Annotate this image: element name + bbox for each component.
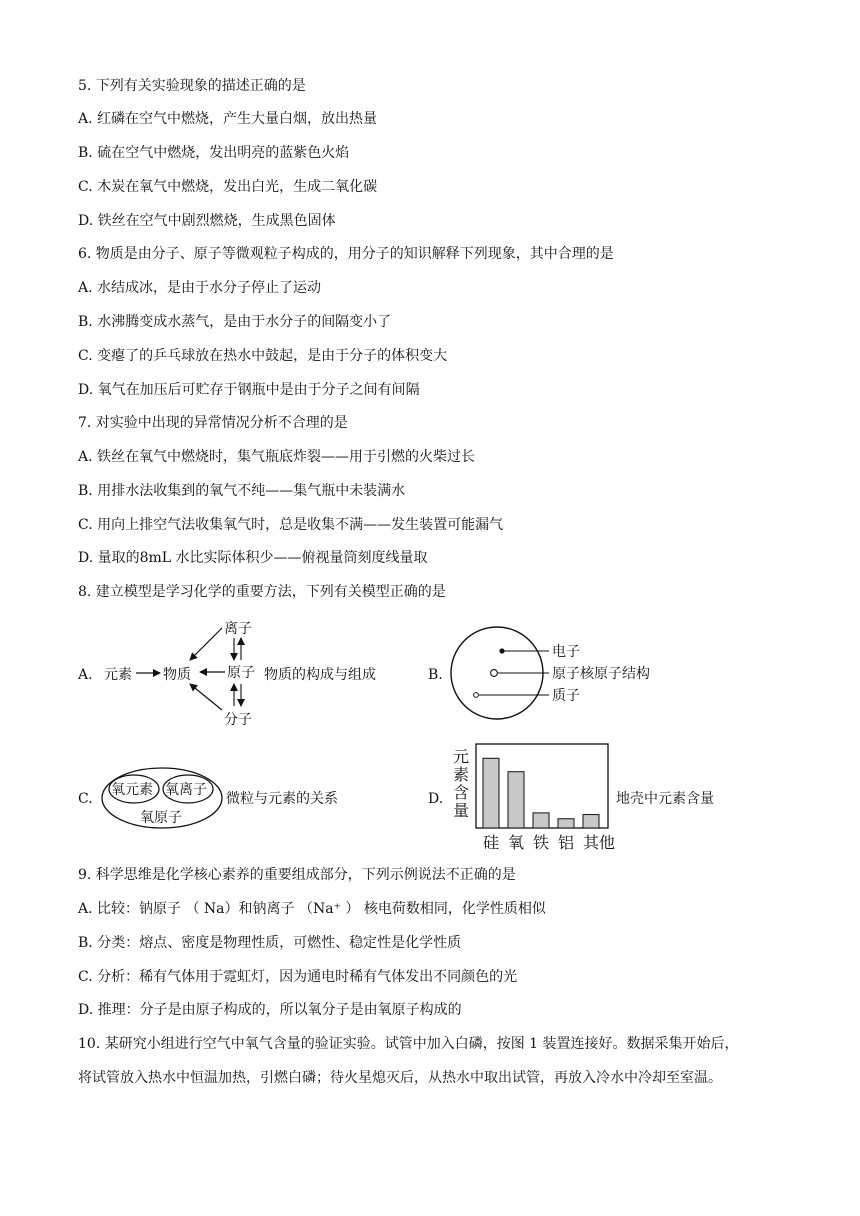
option-a-caption: 物质的构成与组成 bbox=[264, 667, 376, 683]
q8-stem: 8. 建立模型是学习化学的重要方法，下列有关模型正确的是 bbox=[78, 584, 446, 600]
q5-stem: 5. 下列有关实验现象的描述正确的是 bbox=[78, 78, 306, 94]
arrow-lizi-wuzhi bbox=[190, 628, 222, 660]
d-ylabel-char-1: 元 bbox=[453, 747, 470, 766]
q7-stem: 7. 对实验中出现的异常情况分析不合理的是 bbox=[78, 415, 348, 431]
label-proton: 质子 bbox=[552, 688, 580, 704]
option-d-letter: D. bbox=[428, 791, 444, 807]
q6-option-a: A. 水结成冰，是由于水分子停止了运动 bbox=[78, 280, 322, 296]
label-oxygen-element: 氧元素 bbox=[111, 782, 153, 798]
bar-4 bbox=[558, 819, 574, 828]
d-ylabel-char-4: 量 bbox=[453, 801, 470, 820]
bar-3 bbox=[533, 813, 549, 828]
chart-bars bbox=[483, 758, 599, 828]
label-electron: 电子 bbox=[552, 644, 580, 660]
label-lizi: 离子 bbox=[224, 621, 252, 637]
d-ylabel-char-2: 素 bbox=[453, 765, 470, 784]
q5-option-d: D. 铁丝在空气中剧烈燃烧，生成黑色固体 bbox=[78, 213, 336, 229]
q9-option-b: B. 分类：熔点、密度是物理性质，可燃性、稳定性是化学性质 bbox=[78, 935, 462, 951]
label-wuzhi: 物质 bbox=[163, 667, 191, 683]
q5-option-a: A. 红磷在空气中燃烧，产生大量白烟，放出热量 bbox=[78, 111, 378, 127]
q6-option-b: B. 水沸腾变成水蒸气，是由于水分子的间隔变小了 bbox=[78, 314, 392, 330]
q5-option-b: B. 硫在空气中燃烧，发出明亮的蓝紫色火焰 bbox=[78, 145, 350, 161]
q7-option-c: C. 用向上排空气法收集氧气时，总是收集不满——发生装置可能漏气 bbox=[78, 517, 504, 533]
x-tick-label-4: 铝 bbox=[557, 833, 575, 852]
label-fenzi: 分子 bbox=[224, 712, 252, 728]
q7-option-d: D. 量取的8mL 水比实际体积少——俯视量筒刻度线量取 bbox=[78, 550, 428, 566]
q9-option-c: C. 分析：稀有气体用于霓虹灯，因为通电时稀有气体发出不同颜色的光 bbox=[78, 969, 518, 985]
option-b-letter: B. bbox=[428, 667, 443, 683]
q10-stem-line1: 10. 某研究小组进行空气中氧气含量的验证实验。试管中加入白磷，按图 1 装置连接好。数据采集开始后， bbox=[78, 1036, 739, 1052]
bar-5 bbox=[583, 815, 599, 828]
nucleus-dot bbox=[491, 670, 498, 677]
d-ylabel-char-3: 含 bbox=[453, 783, 470, 802]
option-c-letter: C. bbox=[78, 791, 93, 807]
x-tick-label-3: 铁 bbox=[532, 833, 550, 852]
chart-x-ticks bbox=[483, 833, 615, 852]
q7-option-b: B. 用排水法收集到的氧气不纯——集气瓶中未装满水 bbox=[78, 483, 406, 499]
q6-option-c: C. 变瘪了的乒乓球放在热水中鼓起，是由于分子的体积变大 bbox=[78, 348, 448, 364]
q5-option-c: C. 木炭在氧气中燃烧，发出白光，生成二氧化碳 bbox=[78, 179, 378, 195]
option-a-letter: A. bbox=[78, 667, 93, 683]
bar-1 bbox=[483, 758, 499, 828]
q6-stem: 6. 物质是由分子、原子等微观粒子构成的，用分子的知识解释下列现象，其中合理的是 bbox=[78, 246, 614, 262]
label-oxygen-ion: 氧离子 bbox=[165, 782, 207, 798]
label-nucleus: 原子核原子结构 bbox=[552, 666, 650, 682]
label-yuanzi: 原子 bbox=[227, 665, 255, 681]
label-yuansu: 元素 bbox=[104, 667, 132, 683]
electron-dot bbox=[499, 648, 504, 653]
q10-stem-line2: 将试管放入热水中恒温加热，引燃白磷；待火星熄灭后，从热水中取出试管，再放入冷水中冷却至室温。 bbox=[78, 1070, 722, 1086]
q9-option-d: D. 推理：分子是由原子构成的，所以氧分子是由氧原子构成的 bbox=[78, 1002, 462, 1018]
x-tick-label-2: 氧 bbox=[507, 833, 525, 852]
x-tick-label-5: 其他 bbox=[582, 833, 616, 852]
q9-stem: 9. 科学思维是化学核心素养的重要组成部分，下列示例说法不正确的是 bbox=[78, 867, 516, 883]
label-oxygen-atom: 氧原子 bbox=[140, 810, 182, 826]
arrow-fenzi-wuzhi bbox=[190, 684, 222, 710]
option-c-caption: 微粒与元素的关系 bbox=[226, 791, 338, 807]
bar-2 bbox=[508, 772, 524, 828]
proton-dot bbox=[474, 693, 479, 698]
x-tick-label-1: 硅 bbox=[482, 833, 500, 852]
q7-option-a: A. 铁丝在氧气中燃烧时，集气瓶底炸裂——用于引燃的火柴过长 bbox=[78, 449, 476, 465]
q6-option-d: D. 氧气在加压后可贮存于钢瓶中是由于分子之间有间隔 bbox=[78, 382, 420, 398]
q9-option-a: A. 比较：钠原子 （ Na）和钠离子 （Na⁺ ） 核电荷数相同，化学性质相似 bbox=[78, 901, 546, 917]
option-d-caption: 地壳中元素含量 bbox=[616, 791, 714, 807]
